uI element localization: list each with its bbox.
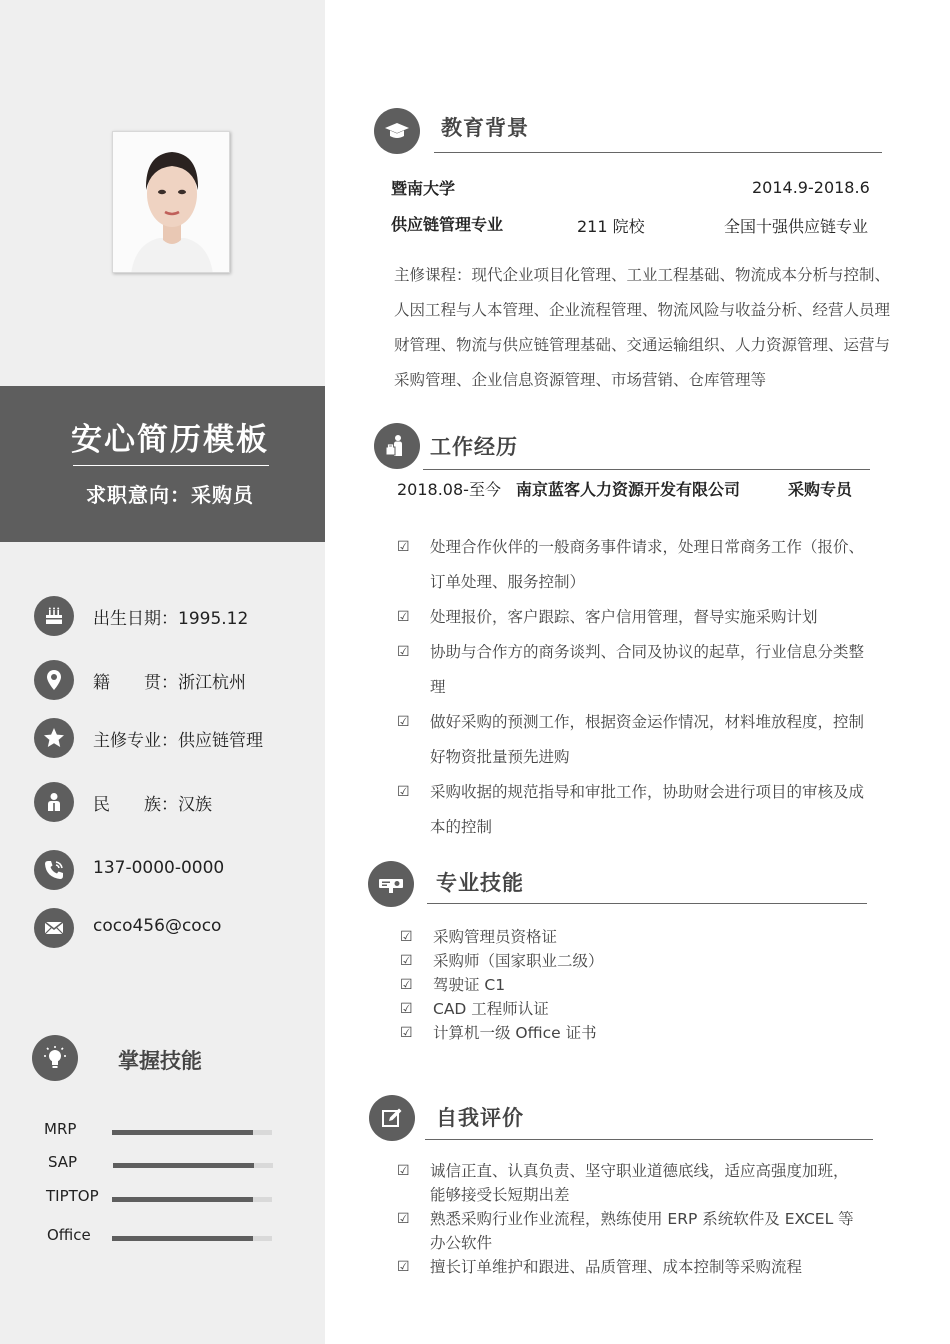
list-item (397, 705, 867, 775)
cert-text: 驾驶证 C1 (433, 976, 506, 994)
checkbox-icon: ☑ (400, 1025, 413, 1041)
skill-bar-fill (112, 1197, 253, 1202)
graduation-cap-icon (374, 108, 420, 154)
cake-icon (34, 596, 74, 636)
skill-bar-row (44, 1187, 284, 1211)
phone-icon (34, 850, 74, 890)
education-divider (434, 152, 882, 153)
eval-text: 熟悉采购行业作业流程，熟练使用 ERP 系统软件及 EXCEL 等办公软件 (430, 1210, 854, 1252)
duty-text: 处理报价，客户跟踪、客户信用管理，督导实施采购计划 (430, 608, 818, 626)
education-period: 2014.9-2018.6 (752, 178, 870, 197)
work-duties-list (397, 530, 867, 845)
checkbox-icon: ☑ (397, 644, 410, 660)
edit-icon (369, 1095, 415, 1141)
person-icon (34, 782, 74, 822)
skill-bar-label: MRP (44, 1120, 77, 1138)
checkbox-icon: ☑ (397, 539, 410, 555)
skill-bar-fill (112, 1236, 253, 1241)
skill-bar-label: Office (47, 1226, 91, 1244)
info-birthdate (34, 596, 324, 636)
profile-photo (112, 131, 230, 273)
education-title: 教育背景 (441, 116, 529, 140)
checkbox-icon: ☑ (397, 1259, 410, 1275)
skill-bar-track (112, 1197, 272, 1202)
certs-title: 专业技能 (436, 871, 524, 895)
education-note: 全国十强供应链专业 (724, 217, 869, 236)
skill-bar-fill (112, 1130, 253, 1135)
skill-bar-row (44, 1120, 284, 1144)
checkbox-icon: ☑ (397, 1211, 410, 1227)
star-icon (34, 718, 74, 758)
info-phone (34, 850, 324, 890)
checkbox-icon: ☑ (400, 977, 413, 993)
checkbox-icon: ☑ (397, 609, 410, 625)
skills-panel-header (32, 1035, 322, 1085)
self-eval-title: 自我评价 (436, 1106, 524, 1130)
skills-panel-title: 掌握技能 (118, 1049, 202, 1073)
info-hometown (34, 660, 324, 700)
certs-divider (427, 903, 867, 904)
list-item (400, 949, 860, 973)
education-school-type: 211 院校 (577, 217, 645, 236)
list-item (397, 530, 867, 600)
cert-text: 采购师（国家职业二级） (433, 952, 604, 970)
list-item (397, 1159, 859, 1207)
education-major: 供应链管理专业 (391, 215, 504, 234)
skill-bar-track (113, 1163, 273, 1168)
work-company: 南京蓝客人力资源开发有限公司 (516, 480, 741, 499)
sidebar (0, 0, 325, 1344)
info-email-text: coco456@coco (93, 916, 222, 936)
skill-bar-track (112, 1236, 272, 1241)
work-position: 采购专员 (788, 480, 853, 499)
work-divider (423, 469, 870, 470)
checkbox-icon: ☑ (400, 953, 413, 969)
name-banner (0, 386, 325, 542)
duty-text: 处理合作伙伴的一般商务事件请求，处理日常商务工作（报价、订单处理、服务控制） (430, 538, 865, 591)
job-intent: 求职意向：采购员 (86, 483, 254, 507)
skill-bar-row (44, 1226, 284, 1250)
location-pin-icon (34, 660, 74, 700)
certs-list (400, 925, 860, 1045)
list-item (400, 925, 860, 949)
education-school: 暨南大学 (391, 179, 456, 198)
eval-text: 擅长订单维护和跟进、品质管理、成本控制等采购流程 (430, 1258, 803, 1276)
checkbox-icon: ☑ (400, 929, 413, 945)
duty-text: 协助与合作方的商务谈判、合同及协议的起草，行业信息分类整理 (430, 643, 865, 696)
portrait-image (113, 132, 230, 273)
certificate-icon (368, 861, 414, 907)
eval-text: 诚信正直、认真负责、坚守职业道德底线，适应高强度加班，能够接受长短期出差 (430, 1162, 849, 1204)
skill-bar-row (44, 1153, 284, 1177)
banner-divider (73, 465, 269, 466)
list-item (400, 997, 860, 1021)
skill-bar-label: TIPTOP (46, 1187, 99, 1205)
info-major (34, 718, 324, 758)
resume-name: 安心简历模板 (71, 422, 269, 458)
info-major-text: 主修专业：供应链管理 (93, 731, 263, 751)
skill-bar-label: SAP (48, 1153, 78, 1171)
info-phone-text: 137-0000-0000 (93, 858, 225, 878)
duty-text: 采购收据的规范指导和审批工作，协助财会进行项目的审核及成本的控制 (430, 783, 865, 836)
cert-text: 采购管理员资格证 (433, 928, 558, 946)
list-item (397, 600, 867, 635)
cert-text: 计算机一级 Office 证书 (433, 1024, 597, 1042)
work-title: 工作经历 (430, 435, 518, 459)
checkbox-icon: ☑ (397, 1163, 410, 1179)
lightbulb-icon (32, 1035, 78, 1081)
list-item (397, 775, 867, 845)
info-ethnicity-text: 民 族：汉族 (93, 795, 212, 815)
cert-text: CAD 工程师认证 (433, 1000, 549, 1018)
work-period: 2018.08-至今 (397, 480, 501, 499)
checkbox-icon: ☑ (397, 714, 410, 730)
skill-bar-fill (113, 1163, 254, 1168)
checkbox-icon: ☑ (397, 784, 410, 800)
list-item (397, 635, 867, 705)
envelope-icon (34, 908, 74, 948)
skill-bar-track (112, 1130, 272, 1135)
info-ethnicity (34, 782, 324, 822)
education-courses: 主修课程：现代企业项目化管理、工业工程基础、物流成本分析与控制、人因工程与人本管理、企业流程管理、物流风险与收益分析、经营人员理财管理、物流与供应链管理基础、交通运输组织、人力资源管理、运营与采购管理、企业信息资源管理、市场营销、仓库管理等 (394, 266, 891, 389)
checkbox-icon: ☑ (400, 1001, 413, 1017)
duty-text: 做好采购的预测工作，根据资金运作情况，材料堆放程度，控制好物资批量预先进购 (430, 713, 865, 766)
self-eval-list (397, 1159, 859, 1279)
list-item (400, 973, 860, 997)
list-item (400, 1021, 860, 1045)
info-birthdate-text: 出生日期：1995.12 (93, 609, 249, 629)
self-eval-divider (425, 1139, 873, 1140)
info-hometown-text: 籍 贯：浙江杭州 (93, 673, 246, 693)
briefcase-person-icon (374, 423, 420, 469)
list-item (397, 1207, 859, 1255)
info-email (34, 908, 324, 948)
list-item (397, 1255, 859, 1279)
